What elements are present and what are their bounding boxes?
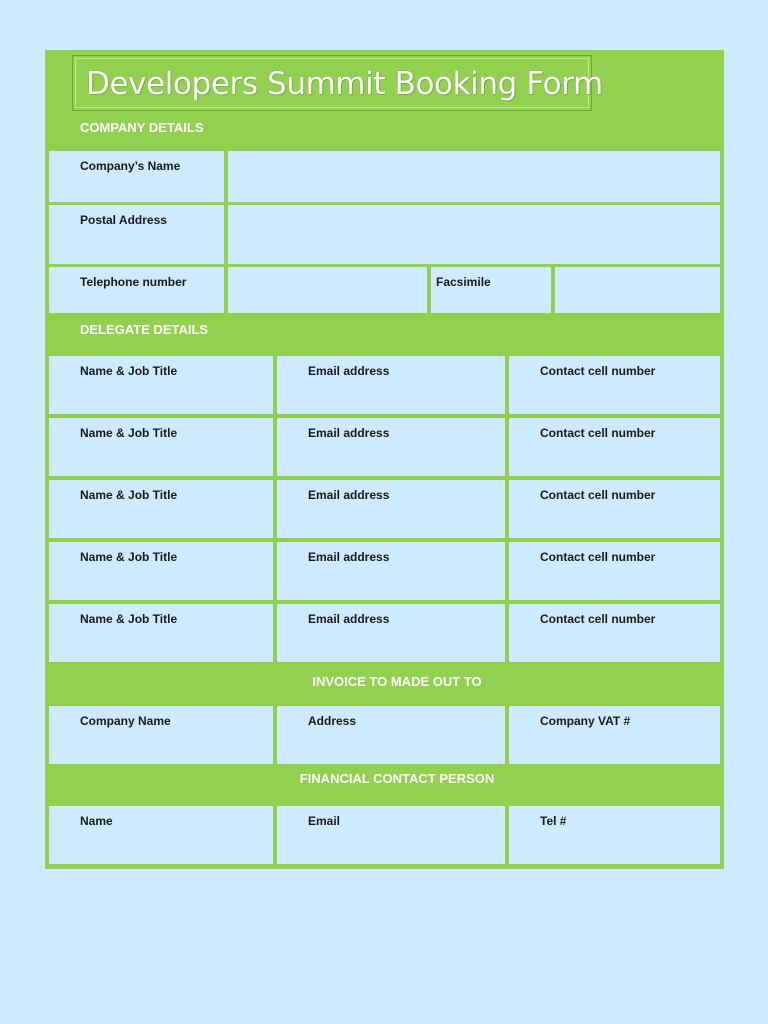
financial-tel-label: Tel # <box>540 814 567 828</box>
invoice-vat-label: Company VAT # <box>540 714 631 728</box>
postal-address-field[interactable] <box>228 205 720 264</box>
delegate-email-address-label: Email address <box>308 488 390 502</box>
delegate-name-job-title-field[interactable] <box>49 542 273 600</box>
delegate-email-address-label: Email address <box>308 612 390 626</box>
delegate-contact-cell-number-field[interactable] <box>509 604 720 662</box>
financial-email-label: Email <box>308 814 341 828</box>
delegate-name-job-title-label: Name & Job Title <box>80 426 178 440</box>
invoice-company-name-label: Company Name <box>80 714 171 728</box>
delegate-contact-cell-number-label: Contact cell number <box>540 488 656 502</box>
delegate-name-job-title-label: Name & Job Title <box>80 612 178 626</box>
delegate-contact-cell-number-label: Contact cell number <box>540 364 656 378</box>
delegate-email-address-field[interactable] <box>277 542 505 600</box>
telephone-label-cell <box>49 267 224 313</box>
delegate-email-address-field[interactable] <box>277 356 505 414</box>
delegate-email-address-label: Email address <box>308 364 390 378</box>
delegate-name-job-title-field[interactable] <box>49 356 273 414</box>
financial-name-field[interactable] <box>49 806 273 864</box>
telephone-label: Telephone number <box>80 275 187 289</box>
delegate-contact-cell-number-field[interactable] <box>509 356 720 414</box>
title-banner <box>72 55 603 111</box>
delegate-contact-cell-number-field[interactable] <box>509 418 720 476</box>
invoice-heading: INVOICE TO MADE OUT TO <box>312 674 482 689</box>
invoice-vat-field[interactable] <box>509 706 720 764</box>
postal-address-label: Postal Address <box>80 213 167 227</box>
delegate-name-job-title-field[interactable] <box>49 480 273 538</box>
financial-email-field[interactable] <box>277 806 505 864</box>
company-details-heading: COMPANY DETAILS <box>80 120 204 135</box>
postal-address-label-cell <box>49 205 224 264</box>
delegate-name-job-title-label: Name & Job Title <box>80 550 178 564</box>
delegate-name-job-title-field[interactable] <box>49 418 273 476</box>
booking-form <box>45 50 724 869</box>
company-name-field[interactable] <box>228 151 720 202</box>
form-title: Developers Summit Booking Form <box>86 66 603 102</box>
financial-name-label: Name <box>80 814 113 828</box>
company-name-label: Company’s Name <box>80 159 181 173</box>
delegate-email-address-field[interactable] <box>277 480 505 538</box>
delegate-contact-cell-number-label: Contact cell number <box>540 612 656 626</box>
facsimile-label-cell <box>431 267 551 313</box>
facsimile-field[interactable] <box>555 267 720 313</box>
delegate-contact-cell-number-field[interactable] <box>509 542 720 600</box>
facsimile-label: Facsimile <box>436 275 491 289</box>
delegate-contact-cell-number-field[interactable] <box>509 480 720 538</box>
telephone-field[interactable] <box>228 267 427 313</box>
company-name-label-cell <box>49 151 224 202</box>
delegate-email-address-label: Email address <box>308 550 390 564</box>
delegate-email-address-label: Email address <box>308 426 390 440</box>
delegate-email-address-field[interactable] <box>277 418 505 476</box>
delegate-contact-cell-number-label: Contact cell number <box>540 550 656 564</box>
invoice-address-label: Address <box>308 714 357 728</box>
financial-tel-field[interactable] <box>509 806 720 864</box>
delegate-name-job-title-label: Name & Job Title <box>80 364 178 378</box>
delegate-details-heading: DELEGATE DETAILS <box>80 322 209 337</box>
delegate-name-job-title-label: Name & Job Title <box>80 488 178 502</box>
delegate-email-address-field[interactable] <box>277 604 505 662</box>
financial-contact-heading: FINANCIAL CONTACT PERSON <box>299 771 495 786</box>
delegate-name-job-title-field[interactable] <box>49 604 273 662</box>
delegate-contact-cell-number-label: Contact cell number <box>540 426 656 440</box>
invoice-company-name-field[interactable] <box>49 706 273 764</box>
invoice-address-field[interactable] <box>277 706 505 764</box>
